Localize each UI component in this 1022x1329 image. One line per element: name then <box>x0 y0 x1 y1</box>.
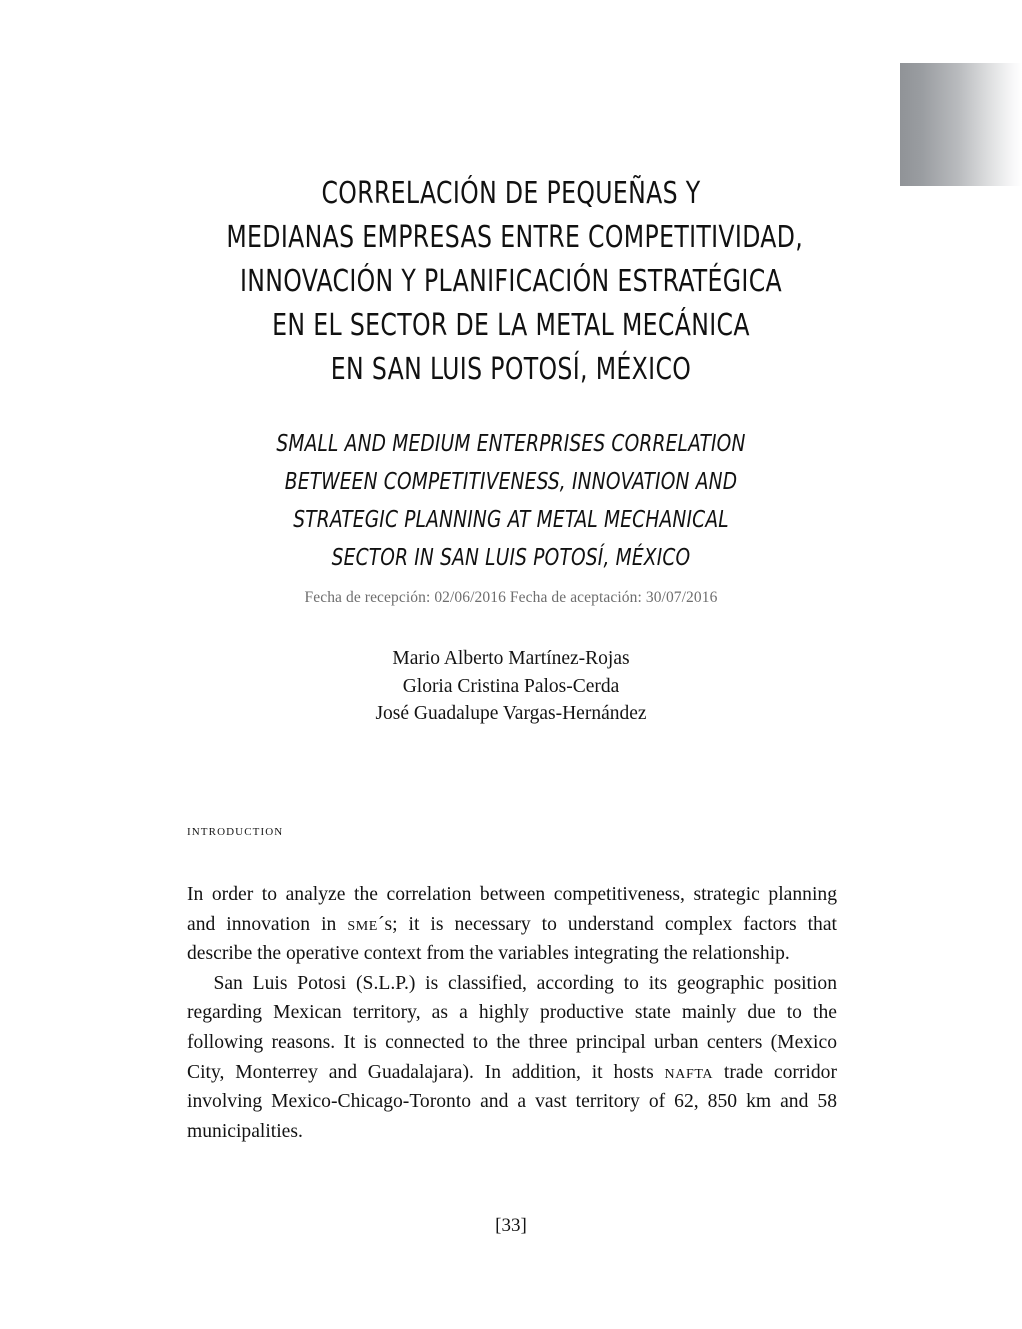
paragraph-text: In order to analyze the correlation between competitiveness, strategic planning and innovation in <box>187 884 837 935</box>
author-list <box>187 645 835 728</box>
acronym-sme: sme <box>347 913 378 935</box>
paragraph-text: ´s; it is necessary to understand complex factors that describe the operative context from the variables integrating the relationship. <box>187 913 837 965</box>
page-number: [33] <box>495 1215 527 1236</box>
acronym-nafta: nafta <box>664 1061 714 1083</box>
introduction-body <box>187 880 837 1146</box>
paragraph <box>187 969 837 1147</box>
article-title-english <box>226 424 796 576</box>
subtitle-line: STRATEGIC PLANNING AT METAL MECHANICAL <box>293 505 729 533</box>
section-heading-introduction: introduction <box>187 822 284 839</box>
paragraph <box>187 880 837 969</box>
title-line: CORRELACIÓN DE PEQUEÑAS Y <box>321 176 701 211</box>
title-line: EN SAN LUIS POTOSÍ, MÉXICO <box>330 352 692 387</box>
paragraph-text: trade corridor involving Mexico-Chicago-Toronto and a vast territory of 62, 850 km and 58 municipalities. <box>187 1061 837 1142</box>
subtitle-line: SMALL AND MEDIUM ENTERPRISES CORRELATION <box>276 429 746 457</box>
title-line: INNOVACIÓN Y PLANIFICACIÓN ESTRATÉGICA <box>239 264 783 299</box>
submission-dates: Fecha de recepción: 02/06/2016 Fecha de aceptación: 30/07/2016 <box>304 589 718 606</box>
author-name: Mario Alberto Martínez-Rojas <box>392 648 630 669</box>
subtitle-line: SECTOR IN SAN LUIS POTOSÍ, MÉXICO <box>331 543 691 571</box>
author-name: Gloria Cristina Palos-Cerda <box>402 675 620 697</box>
author-name: José Guadalupe Vargas-Hernández <box>375 703 647 724</box>
corner-gradient-decoration <box>900 63 1022 186</box>
paragraph-text: San Luis Potosi (S.L.P.) is classified, according to its geographic position regarding Mexican territory, as a highly productive state mainly due to the following reasons. It is connected to the three principal urban centers (Mexico City, Monterrey and Guadalajara). In addition, it hosts <box>187 972 837 1083</box>
title-line: MEDIANAS EMPRESAS ENTRE COMPETITIVIDAD, <box>226 220 804 255</box>
subtitle-line: BETWEEN COMPETITIVENESS, INNOVATION AND <box>284 467 738 495</box>
title-line: EN EL SECTOR DE LA METAL MECÁNICA <box>272 308 750 343</box>
article-title-spanish <box>226 172 804 392</box>
